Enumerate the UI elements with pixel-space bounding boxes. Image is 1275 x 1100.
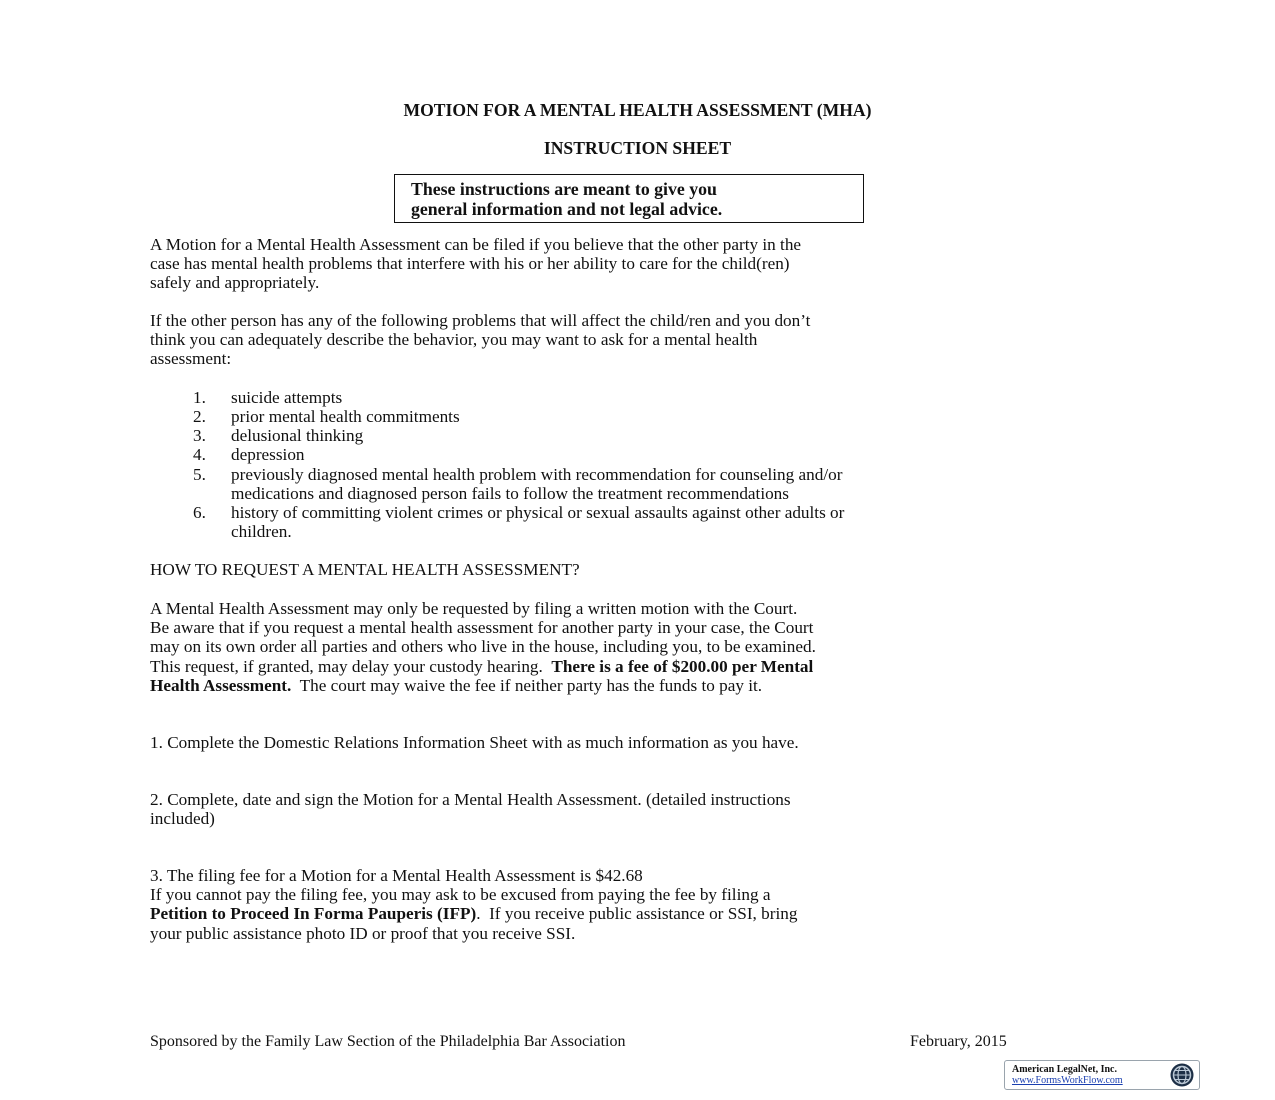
list-number: 3.: [193, 426, 206, 445]
text-line: [150, 676, 816, 695]
notice-line: These instructions are meant to give you: [411, 179, 717, 199]
text-line: [150, 904, 797, 923]
notice-box: [394, 174, 864, 223]
list-item: [231, 503, 844, 541]
list-number: 6.: [193, 503, 206, 522]
fee-notice: There is a fee of $200.00 per Mental: [551, 656, 814, 676]
text-line: 2. Complete, date and sign the Motion for a Mental Health Assessment. (detailed instructions: [150, 790, 791, 809]
text-line: history of committing violent crimes or physical or sexual assaults against other adults or: [231, 503, 845, 522]
list-number: 4.: [193, 445, 206, 464]
list-item: delusional thinking: [231, 426, 364, 445]
footer-sponsor: Sponsored by the Family Law Section of the Philadelphia Bar Association: [150, 1033, 626, 1050]
step-2: [150, 790, 791, 828]
text-line: If the other person has any of the following problems that will affect the child/ren and you don’t: [150, 311, 811, 330]
badge-url[interactable]: www.FormsWorkFlow.com: [1012, 1075, 1123, 1086]
page-title: MOTION FOR A MENTAL HEALTH ASSESSMENT (MHA): [403, 100, 872, 120]
text-line: medications and diagnosed person fails to follow the treatment recommendations: [231, 484, 789, 504]
legalnet-badge[interactable]: [1004, 1060, 1200, 1090]
fee-notice: Health Assessment.: [150, 675, 292, 695]
text-line: assessment:: [150, 349, 232, 369]
footer-date: February, 2015: [910, 1033, 1007, 1050]
text-line: A Motion for a Mental Health Assessment can be filed if you believe that the other party in the: [150, 235, 802, 254]
list-number: 2.: [193, 407, 206, 426]
text-line: A Mental Health Assessment may only be requested by filing a written motion with the Court.: [150, 599, 798, 618]
globe-icon: [1169, 1062, 1195, 1088]
text-line: case has mental health problems that interfere with his or her ability to care for the child(ren): [150, 254, 790, 274]
text-line: [150, 657, 816, 676]
text-line: If you cannot pay the filing fee, you may ask to be excused from paying the fee by filing a: [150, 885, 771, 905]
text-span: This request, if granted, may delay your custody hearing.: [150, 656, 552, 676]
list-number: 1.: [193, 388, 206, 407]
text-line: 3. The filing fee for a Motion for a Mental Health Assessment is $42.68: [150, 866, 643, 885]
text-line: Be aware that if you request a mental health assessment for another party in your case, the Court: [150, 618, 814, 638]
text-span: The court may waive the fee if neither party has the funds to pay it.: [291, 675, 763, 695]
text-line: safely and appropriately.: [150, 273, 320, 293]
intro-paragraph-2: [150, 311, 810, 369]
step-1: 1. Complete the Domestic Relations Information Sheet with as much information as you have.: [150, 733, 799, 752]
badge-company: American LegalNet, Inc.: [1012, 1064, 1117, 1075]
text-line: previously diagnosed mental health problem with recommendation for counseling and/or: [231, 465, 843, 484]
list-item: prior mental health commitments: [231, 407, 460, 426]
page-subtitle: INSTRUCTION SHEET: [543, 138, 732, 158]
text-line: your public assistance photo ID or proof that you receive SSI.: [150, 923, 576, 943]
text-line: think you can adequately describe the behavior, you may want to ask for a mental health: [150, 330, 758, 350]
notice-line: general information and not legal advice.: [411, 199, 723, 219]
list-item: depression: [231, 445, 305, 464]
text-line: children.: [231, 522, 292, 542]
text-line: included): [150, 809, 215, 829]
ifp-petition: Petition to Proceed In Forma Pauperis (IFP): [150, 904, 477, 924]
section-heading: HOW TO REQUEST A MENTAL HEALTH ASSESSMENT?: [150, 560, 580, 579]
list-item: suicide attempts: [231, 388, 343, 407]
list-number: 5.: [193, 465, 206, 484]
intro-paragraph-1: [150, 235, 801, 293]
list-item: [231, 465, 842, 503]
text-span: . If you receive public assistance or SSI, bring: [476, 904, 798, 924]
text-line: may on its own order all parties and others who live in the house, including you, to be examined.: [150, 637, 816, 657]
how-to-paragraph: [150, 599, 816, 695]
step-3: [150, 866, 797, 943]
